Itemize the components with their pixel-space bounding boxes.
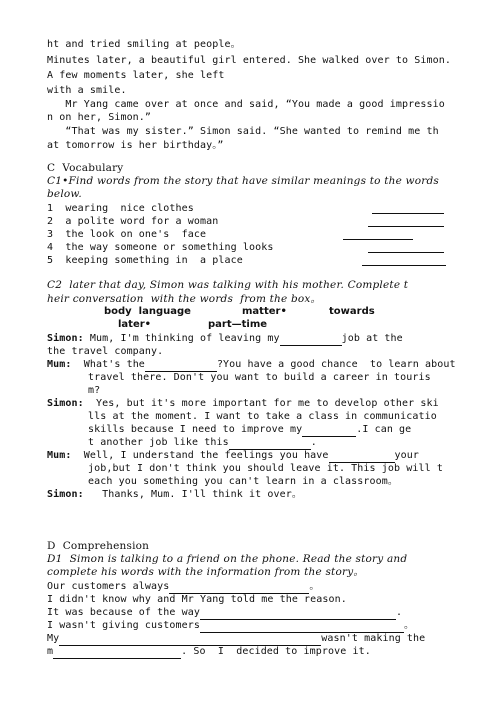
dialog-after: your [394, 450, 420, 461]
comp-blank-5[interactable] [59, 632, 321, 646]
dialog-line-5 [88, 384, 100, 397]
word-box-towards: towards [329, 306, 375, 317]
vocab-item-2: 2 a polite word for a woman [47, 216, 219, 227]
d1-instruction-2: complete his words with the information from the story。 [47, 566, 365, 578]
dialog-text: the travel company. [47, 346, 164, 357]
vocab-item-3: 3 the look on one's face [47, 229, 207, 240]
comp-text: Our customers always [47, 581, 170, 592]
section-d-heading: D Comprehension [47, 540, 150, 552]
vocab-blank-2[interactable] [368, 226, 444, 227]
story-line-5: Mr Yang came over at once and said, “You made a good impressio [47, 99, 445, 110]
dialog-after: job at the [341, 333, 403, 344]
speaker-mum: Mum: [47, 450, 72, 461]
story-line-7: “That was my sister.” Simon said. “She wanted to remind me th [47, 126, 439, 137]
dialog-text: job,but I don't think you should leave it. This job will t [88, 463, 443, 474]
story-line-8: at tomorrow is her birthday。” [47, 140, 224, 151]
comp-line-5 [47, 632, 425, 646]
dialog-line-8 [88, 423, 411, 437]
dialog-blank-5[interactable] [329, 449, 395, 463]
vocab-item-5: 5 keeping something in a place [47, 255, 243, 266]
word-box-matter: matter• [242, 306, 287, 317]
vocab-item-1: 1 wearing nice clothes [47, 203, 194, 214]
dialog-line-3 [47, 358, 456, 372]
comp-line-1 [47, 580, 320, 594]
story-line-6: n on her, Simon.” [47, 112, 152, 123]
comp-tail: . So I decided to improve it. [181, 646, 371, 657]
story-line-3: A few moments later, she left [47, 70, 225, 81]
comp-line-2: I didn't know why and Mr Yang told me the reason. [47, 594, 347, 605]
dialog-text: travel there. Don't you want to build a career in touris [88, 372, 431, 383]
section-c-heading: C Vocabulary [47, 162, 124, 174]
comp-blank-1[interactable] [169, 580, 309, 594]
dialog-line-11 [88, 462, 443, 475]
comp-tail: 。 [404, 620, 415, 631]
dialog-line-9 [88, 436, 317, 450]
dialog-line-7 [88, 410, 437, 423]
c1-instruction-2: below. [47, 188, 82, 200]
comp-text: m [47, 646, 54, 657]
comp-text: It was because of the way [47, 607, 201, 618]
word-box-later: later• [118, 319, 152, 330]
comp-line-4 [47, 619, 414, 633]
c1-instruction-1: C1•Find words from the story that have similar meanings to the words [47, 175, 439, 187]
word-box-part-time: part—time [208, 319, 268, 330]
comp-tail: 。 [309, 581, 320, 592]
dialog-text: What's the [71, 359, 145, 370]
dialog-line-4 [88, 371, 431, 384]
dialog-after: . [310, 437, 317, 448]
vocab-item-4: 4 the way someone or something looks [47, 242, 274, 253]
vocab-blank-1[interactable] [372, 213, 444, 214]
comp-text: I wasn't giving customers [47, 620, 201, 631]
dialog-blank-2[interactable] [145, 358, 217, 372]
speaker-simon: Simon: [47, 398, 84, 409]
dialog-after: ?You have a good chance to learn about [216, 359, 456, 370]
comp-line-3 [47, 606, 402, 620]
dialog-text: lls at the moment. I want to take a class in communicatio [88, 411, 437, 422]
speaker-simon: Simon: [47, 489, 84, 500]
comp-tail: wasn't making the [321, 633, 426, 644]
dialog-text: Mum, I'm thinking of leaving my [83, 333, 280, 344]
vocab-blank-5[interactable] [362, 265, 446, 266]
d1-instruction-1: D1 Simon is talking to a friend on the phone. Read the story and [47, 553, 408, 565]
word-box-body-language: body language [104, 306, 191, 317]
dialog-text: skills because I need to improve my [88, 424, 303, 435]
vocab-blank-4[interactable] [368, 252, 444, 253]
c2-instruction-1: C2 later that day, Simon was talking with his mother. Complete t [47, 279, 409, 291]
story-line-2: Minutes later, a beautiful girl entered. She walked over to Simon. [47, 55, 451, 66]
dialog-after: .I can ge [356, 424, 412, 435]
comp-line-6 [47, 645, 371, 659]
c2-instruction-2: heir conversation with the words from the box。 [47, 293, 322, 305]
dialog-text: Thanks, Mum. I'll think it over。 [83, 489, 302, 500]
dialog-line-10 [47, 449, 419, 463]
vocab-blank-3[interactable] [343, 239, 413, 240]
dialog-line-12 [88, 475, 398, 488]
dialog-text: each you something you can't learn in a classroom。 [88, 476, 399, 487]
dialog-line-1 [47, 332, 403, 346]
dialog-text: m? [88, 385, 101, 396]
dialog-blank-4[interactable] [229, 436, 311, 450]
comp-blank-6[interactable] [53, 645, 181, 659]
story-line-1: ht and tried smiling at people。 [47, 39, 241, 50]
dialog-line-13 [47, 488, 302, 501]
dialog-line-2 [47, 345, 163, 358]
dialog-blank-3[interactable] [302, 423, 356, 437]
comp-blank-4[interactable] [200, 619, 404, 633]
dialog-line-6 [47, 397, 439, 410]
comp-tail: . [396, 607, 403, 618]
dialog-blank-1[interactable] [280, 332, 342, 346]
speaker-simon: Simon: [47, 333, 84, 344]
story-line-4: with a smile. [47, 85, 127, 96]
dialog-text: Yes, but it's more important for me to develop other ski [83, 398, 439, 409]
dialog-text: Well, I understand the feelings you have [71, 450, 329, 461]
dialog-text: t another job like this [88, 437, 229, 448]
speaker-mum: Mum: [47, 359, 72, 370]
comp-blank-3[interactable] [200, 606, 396, 620]
comp-text: My [47, 633, 60, 644]
